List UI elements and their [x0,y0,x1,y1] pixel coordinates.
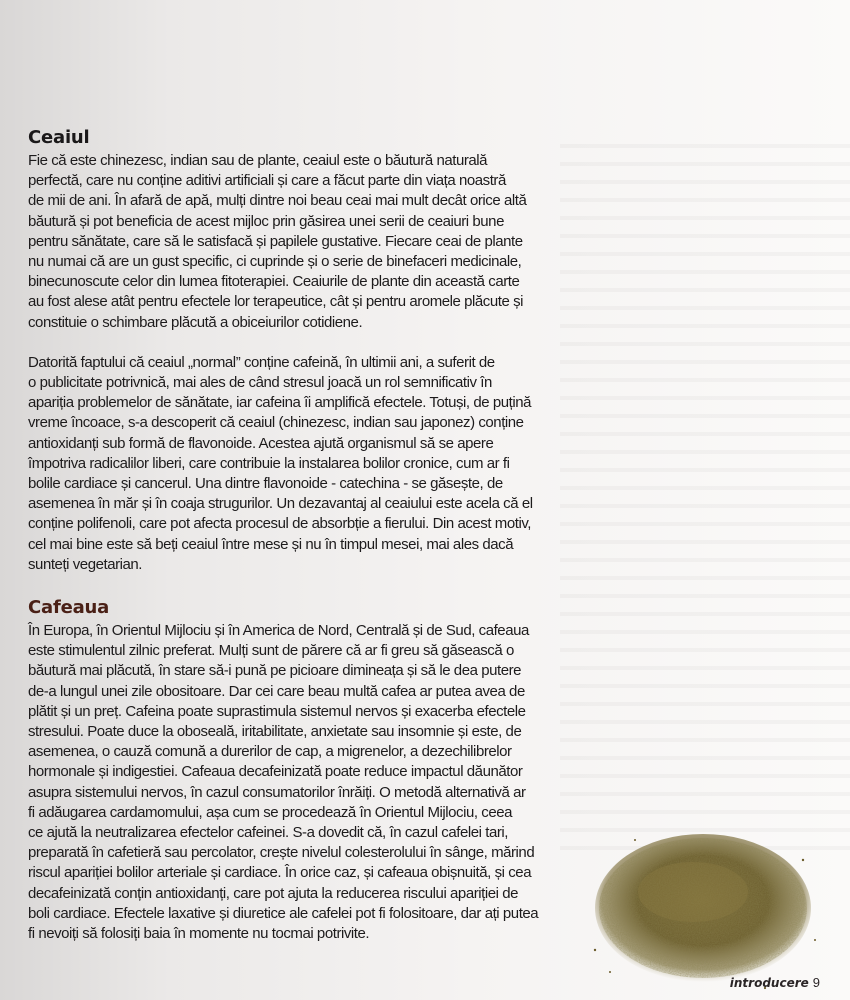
text-line: vreme încoace, s-a descoperit că ceaiul (chinezesc, indian sau japonez) conține [28,414,524,432]
text-line: băutură mai plăcută, în stare să-i pună pe picioare dimineața și să le dea putere [28,662,522,680]
text-line: fi adăugarea cardamomului, așa cum se procedează în Orientul Mijlociu, ceea [28,803,513,821]
text-line: conține polifenoli, care pot afecta procesul de absorbție a fierului. Din acest motiv, [28,515,531,533]
paragraph-ceaiul-1 [28,151,573,333]
text-line: boli cardiace. Efectele laxative și diuretice ale cafelei pot fi folositoare, dar ați putea [28,904,539,922]
paragraph-ceaiul-2 [28,353,573,575]
text-line: decafeinizată conțin antioxidanți, care pot ajuta la reducerea riscului apariției de [28,884,519,902]
text-line: hormonale și indigestiei. Cafeaua decafeinizată poate reduce impactul dăunător [28,763,523,781]
section-title-cafeaua: Cafeaua [28,597,110,618]
text-line: asemenea în măr și în coaja strugurilor. Un dezavantaj al ceaiului este acela că el [28,495,533,513]
spice-pile-image [565,800,825,1000]
text-line: stresului. Poate duce la oboseală, iritabilitate, anxietate sau insomnie și este, de [28,723,522,741]
section-title-ceaiul: Ceaiul [28,127,90,148]
text-line: constituie o schimbare plăcută a obiceiurilor cotidiene. [28,313,363,331]
text-line: băutură și pot beneficia de acest mijloc prin găsirea unei serii de ceaiuri bune [28,212,504,230]
text-line: bolile cardiace și cancerul. Una dintre flavonoide - catechina - se găsește, de [28,475,503,493]
text-line: împotriva radicalilor liberi, care contribuie la instalarea bolilor cronice, cum ar fi [28,454,510,472]
text-line: o publicitate potrivnică, mai ales de când stresul joacă un rol semnificativ în [28,374,492,392]
section-cafeaua [28,597,573,944]
text-line: asupra sistemului nervos, în cazul consumatorilor înrăiți. O metodă alternativă ar [28,783,526,801]
section-ceaiul [28,127,573,575]
page-number: 9 [812,975,820,990]
text-line: ce ajută la neutralizarea efectelor cafeinei. S-a dovedit că, în cazul cafelei tari, [28,824,508,842]
text-line: Fie că este chinezesc, indian sau de plante, ceaiul este o băutură naturală [28,152,488,169]
text-line: plătit și un preț. Cafeina poate suprastimula sistemul nervos și exacerba efectele [28,702,526,720]
text-line: antioxidanți sub formă de flavonoide. Acestea ajută organismul să se apere [28,434,494,452]
text-line: au fost alese atât pentru efectele lor terapeutice, cât și pentru aromele plăcute și [28,293,524,311]
paragraph-cafeaua-1 [28,621,573,944]
page-footer [730,975,820,990]
text-line: preparată în cafetieră sau percolator, crește nivelul colesterolului în sânge, mărind [28,844,535,862]
text-line: sunteți vegetarian. [28,555,143,573]
text-line: fi nevoiți să folosiți baia în momente nu tocmai potrivite. [28,925,370,943]
text-line: Datorită faptului că ceaiul „normal” conține cafeină, în ultimii ani, a suferit de [28,353,495,371]
text-line: perfectă, care nu conține aditivi artificiali și care a făcut parte din viața noastră [28,172,506,190]
text-line: asemenea, o cauză comună a durerilor de cap, a migrenelor, a dezechilibrelor [28,743,512,761]
text-line: În Europa, în Orientul Mijlociu și în America de Nord, Centrală și de Sud, cafeaua [28,622,529,639]
text-line: pentru sănătate, care să le satisfacă și papilele gustative. Fiecare ceai de plante [28,232,523,250]
text-line: riscul apariției bolilor arteriale și cardiace. În orice caz, și cafeaua obișnuită, și cea [28,864,532,882]
reverse-page-bleed [560,130,850,850]
text-line: cel mai bine este să beți ceaiul între mese și nu în timpul mesei, mai ales dacă [28,535,514,553]
text-line: de mii de ani. În afară de apă, mulți dintre noi beau ceai mai mult decât orice altă [28,192,527,210]
text-line: de-a lungul unei zile obositoare. Dar cei care beau multă cafea ar putea avea de [28,682,525,700]
footer-section-label: introducere [729,976,809,990]
text-line: binecunoscute celor din lumea fitoterapiei. Ceaiurile de plante din această carte [28,273,520,291]
text-line: este stimulentul zilnic preferat. Mulți sunt de părere că ar fi greu să găsească o [28,642,514,660]
text-line: apariția problemelor de sănătate, iar cafeina îi amplifică efectele. Totuși, de puțină [28,394,532,412]
text-line: nu numai că are un gust specific, ci cuprinde și o serie de binefaceri medicinale, [28,253,522,271]
